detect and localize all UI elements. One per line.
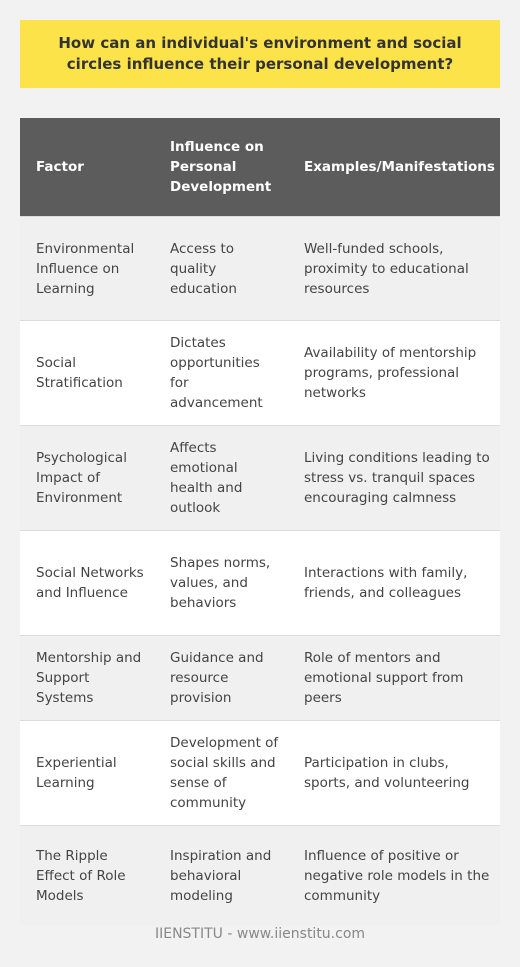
- cell-factor: Social Stratification: [20, 321, 154, 426]
- table-row: [20, 721, 500, 826]
- cell-influence: Access to quality education: [154, 217, 288, 321]
- table-row: [20, 826, 500, 926]
- header-examples: Examples/Manifestations: [288, 118, 500, 217]
- cell-examples: Well-funded schools, proximity to educational resources: [288, 217, 500, 321]
- cell-factor: Social Networks and Influence: [20, 531, 154, 636]
- cell-influence: Affects emotional health and outlook: [154, 426, 288, 531]
- cell-influence: Development of social skills and sense of community: [154, 721, 288, 826]
- cell-examples: Influence of positive or negative role models in the community: [288, 826, 500, 926]
- table-row: [20, 217, 500, 321]
- title-banner: [20, 20, 500, 88]
- cell-examples: Role of mentors and emotional support from peers: [288, 636, 500, 721]
- table-header: [20, 118, 500, 217]
- cell-factor: Experiential Learning: [20, 721, 154, 826]
- header-factor: Factor: [20, 118, 154, 217]
- cell-influence: Inspiration and behavioral modeling: [154, 826, 288, 926]
- cell-influence: Dictates opportunities for advancement: [154, 321, 288, 426]
- footer-credit: IIENSTITU - www.iienstitu.com: [154, 926, 366, 942]
- table-row: [20, 426, 500, 531]
- cell-factor: The Ripple Effect of Role Models: [20, 826, 154, 926]
- table-row: [20, 531, 500, 636]
- page-title: How can an individual's environment and social circles influence their personal development?: [58, 34, 462, 73]
- cell-factor: Mentorship and Support Systems: [20, 636, 154, 721]
- cell-examples: Participation in clubs, sports, and volunteering: [288, 721, 500, 826]
- table-row: [20, 636, 500, 721]
- cell-examples: Interactions with family, friends, and colleagues: [288, 531, 500, 636]
- cell-factor: Environmental Influence on Learning: [20, 217, 154, 321]
- cell-influence: Shapes norms, values, and behaviors: [154, 531, 288, 636]
- header-influence: Influence on Personal Development: [154, 118, 288, 217]
- table-row: [20, 321, 500, 426]
- cell-examples: Availability of mentorship programs, professional networks: [288, 321, 500, 426]
- cell-examples: Living conditions leading to stress vs. tranquil spaces encouraging calmness: [288, 426, 500, 531]
- cell-influence: Guidance and resource provision: [154, 636, 288, 721]
- factors-table: [20, 118, 500, 926]
- cell-factor: Psychological Impact of Environment: [20, 426, 154, 531]
